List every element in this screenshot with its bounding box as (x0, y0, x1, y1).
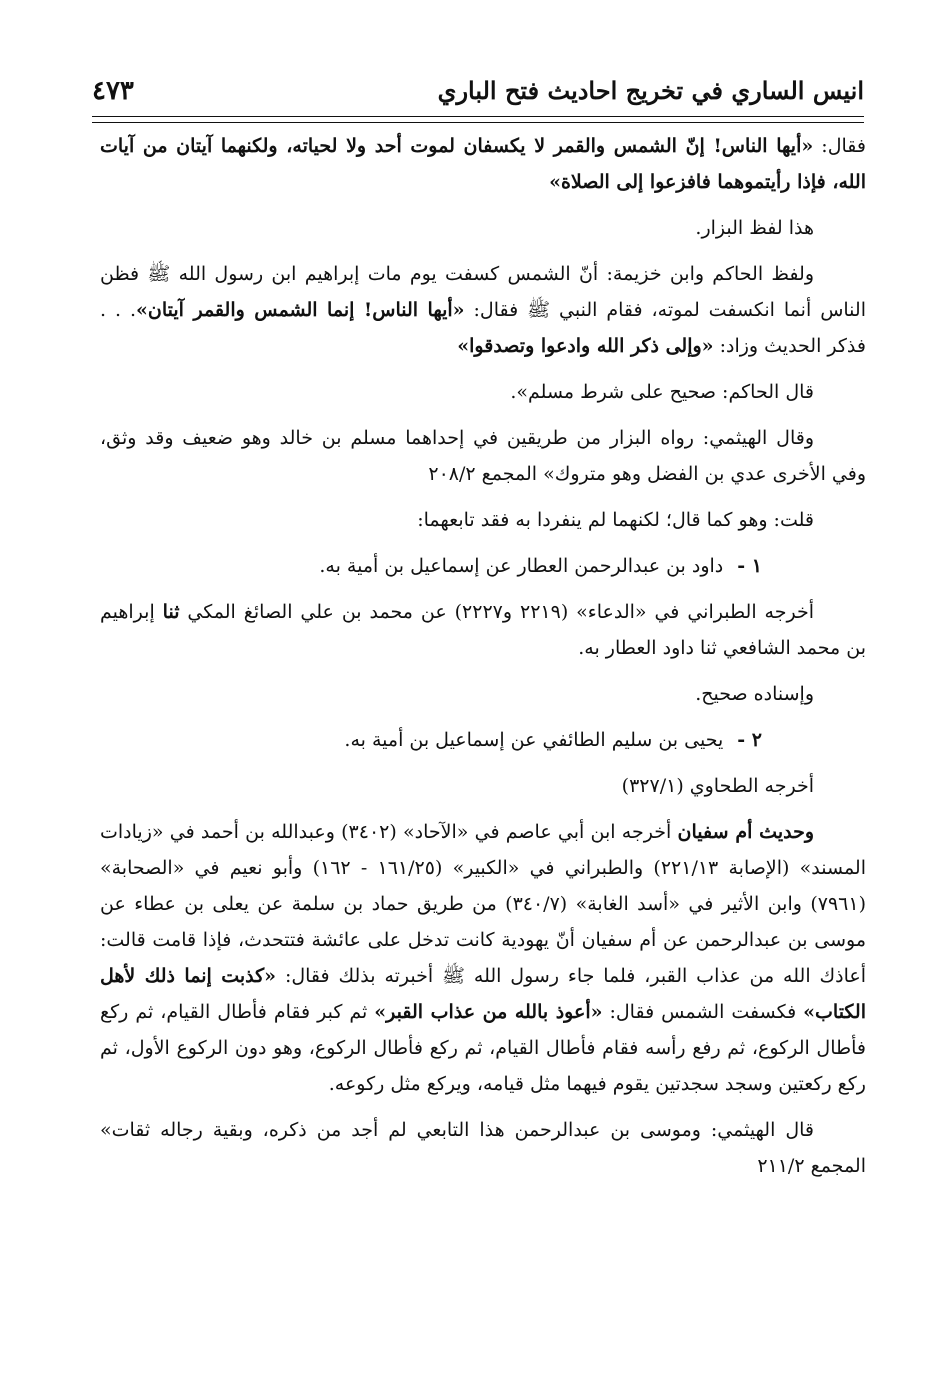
hadith-quote: «أيها الناس! إنما الشمس والقمر آيتان» (136, 299, 465, 321)
paragraph-3 (100, 256, 866, 364)
list-text: داود بن عبدالرحمن العطار عن إسماعيل بن أمية به. (319, 555, 724, 577)
paragraph-1 (100, 128, 866, 200)
text-run: أخرجه ابن أبي عاصم في «الآحاد» (٣٤٠٢) وعبدالله بن أحمد في «زيادات المسند» (الإصابة ٢٢١/١٣) والطبراني في «الكبير» (١٦١/٢٥ - ١٦٢) وأبو نعيم في «الصحابة» (٧٩٦١) وابن الأثير في «أسد الغابة» (٣٤٠/٧) من طريق حماد بن سلمة عن يعلى بن عطاء عن موسى بن عبدالرحمن عن أم سفيان أنّ يهودية كانت تدخل على عائشة فتتحدث، فإذا قامت قالت: أعاذك الله من عذاب القبر، فلما جاء رسول الله ﷺ أخبرته بذلك فقال: (100, 821, 867, 987)
running-header (92, 76, 864, 117)
paragraph-5: وقال الهيثمي: رواه البزار من طريقين في إحداهما مسلم بن خالد وهو ضعيف وقد وثق، وفي الأخرى عدي بن الفضل وهو متروك» المجمع ٢٠٨/٢ (100, 427, 866, 485)
text-run: . . . فذكر الحديث وزاد: (100, 299, 866, 357)
text-run: ولفظ الحاكم وابن خزيمة: أنّ الشمس كسفت يوم مات إبراهيم ابن رسول الله ﷺ فظن الناس أنما انكسفت لموته، فقام النبي ﷺ فقال: (100, 263, 866, 321)
text-run: إبراهيم بن محمد الشافعي ثنا داود العطار به. (100, 601, 866, 659)
main-text (100, 128, 866, 1194)
list-text: يحيى بن سليم الطائفي عن إسماعيل بن أمية به. (344, 729, 724, 751)
paragraph-9: أخرجه الطحاوي (٣٢٧/١) (621, 775, 814, 797)
hadith-quote: «وإلى ذكر الله وادعوا وتصدقوا» (457, 335, 714, 357)
hadith-quote: «أيها الناس! إنّ الشمس والقمر لا يكسفان لموت أحد ولا لحياته، ولكنهما آيتان من آيات الله، فإذا رأيتموهما فافزعوا إلى الصلاة» (100, 135, 866, 193)
book-title: انيس الساري في تخريج احاديث فتح الباري (437, 76, 864, 105)
page-number: ٤٧٣ (92, 76, 134, 106)
paragraph-4: قال الحاكم: صحيح على شرط مسلم». (510, 381, 814, 403)
paragraph-11: قال الهيثمي: وموسى بن عبدالرحمن هذا التابعي لم أجد من ذكره، وبقية رجاله ثقات» المجمع ٢١١/٢ (100, 1119, 866, 1177)
text-run-bold: ثنا (162, 601, 180, 623)
hadith-quote: «أعوذ بالله من عذاب القبر» (374, 1001, 603, 1023)
list-number: ١ - (737, 555, 762, 577)
list-item-2 (100, 722, 866, 758)
paragraph-6: قلت: وهو كما قال؛ لكنهما لم ينفردا به فقد تابعهما: (417, 509, 814, 531)
paragraph-7 (100, 594, 866, 666)
hadith-quote: «كذبت إنما ذلك لأهل الكتاب» (100, 965, 866, 1023)
text-run: ثم كبر فقام فأطال القيام، ثم ركع فأطال الركوع، ثم رفع رأسه فقام فأطال القيام، ثم ركع فأطال الركوع، وهو دون الركوع الأول، ثم ركع ركعتين وسجد سجدتين يقوم فيهما مثل قيامه، ويركع مثل ركوعه. (100, 1001, 866, 1095)
text-run: فقال: (813, 135, 866, 157)
header-rule (92, 122, 864, 123)
list-number: ٢ - (737, 729, 762, 751)
text-run: أخرجه الطبراني في «الدعاء» (٢٢١٩ و٢٢٢٧) عن محمد بن علي الصائغ المكي (179, 601, 814, 623)
paragraph-10 (100, 814, 866, 1102)
text-run: فكسفت الشمس فقال: (602, 1001, 804, 1023)
list-item-1 (100, 548, 866, 584)
section-lead: وحديث أم سفيان (677, 821, 815, 843)
paragraph-8: وإسناده صحيح. (695, 683, 814, 705)
paragraph-2: هذا لفظ البزار. (695, 217, 814, 239)
